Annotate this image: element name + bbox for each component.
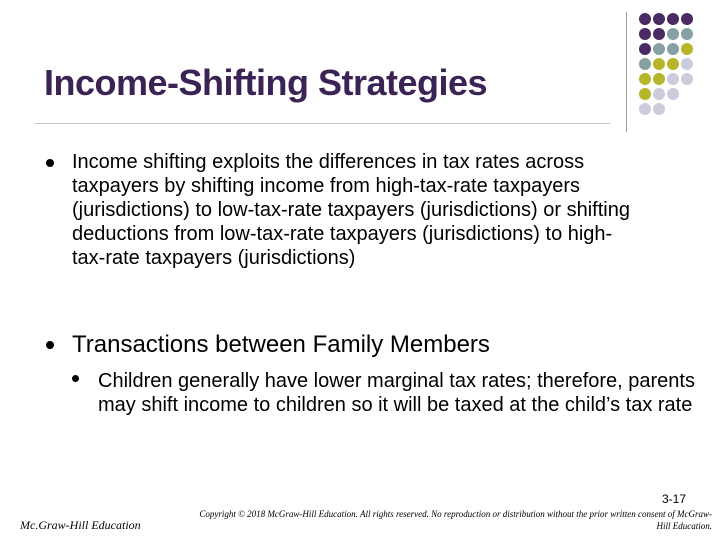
decor-dot [667, 88, 679, 100]
decor-dot [639, 88, 651, 100]
bullet-marker-1 [46, 159, 54, 167]
decor-dot [667, 28, 679, 40]
decor-dot [681, 13, 693, 25]
decor-dot [681, 58, 693, 70]
decor-dot [653, 28, 665, 40]
decor-dot [681, 28, 693, 40]
decor-dot [667, 13, 679, 25]
bullet-family-transactions: Transactions between Family Members [72, 331, 490, 358]
bullet-marker-2 [46, 341, 54, 349]
decor-dot [639, 103, 651, 115]
slide-title: Income-Shifting Strategies [44, 62, 488, 103]
decor-dot [667, 43, 679, 55]
slide-number: 3-17 [662, 492, 687, 506]
decor-dot [653, 58, 665, 70]
decor-dot [653, 73, 665, 85]
decor-dot [639, 73, 651, 85]
sub-bullet-marker [72, 375, 79, 382]
decor-dot [681, 73, 693, 85]
decor-dot [667, 58, 679, 70]
decor-dot [639, 43, 651, 55]
decor-dot [653, 43, 665, 55]
publisher-name: Mc.Graw-Hill Education [20, 518, 141, 532]
decor-dot [653, 13, 665, 25]
decor-dot [667, 73, 679, 85]
decor-dot [639, 13, 651, 25]
decor-dot [681, 43, 693, 55]
decor-dot [653, 88, 665, 100]
sub-bullet-children: Children generally have lower marginal tax rates; therefore, parents may shift income to children so it will be taxed at the child’s tax rate [98, 370, 695, 416]
decor-dot [639, 58, 651, 70]
decor-dot [653, 103, 665, 115]
copyright-notice: Copyright © 2018 McGraw-Hill Education. All rights reserved. No reproduction or distribution without the prior written consent of McGraw-Hill Education. [199, 509, 712, 531]
decor-dot [639, 28, 651, 40]
bullet-income-shifting: Income shifting exploits the differences in tax rates across taxpayers by shifting income from high-tax-rate taxpayers (jurisdictions) to low-tax-rate taxpayers (jurisdictions) or shifting deductions from low-tax-rate taxpayers (jurisdictions) to high-tax-rate taxpayers (jurisdictions) [72, 151, 630, 269]
decor-dot-grid [0, 0, 720, 140]
